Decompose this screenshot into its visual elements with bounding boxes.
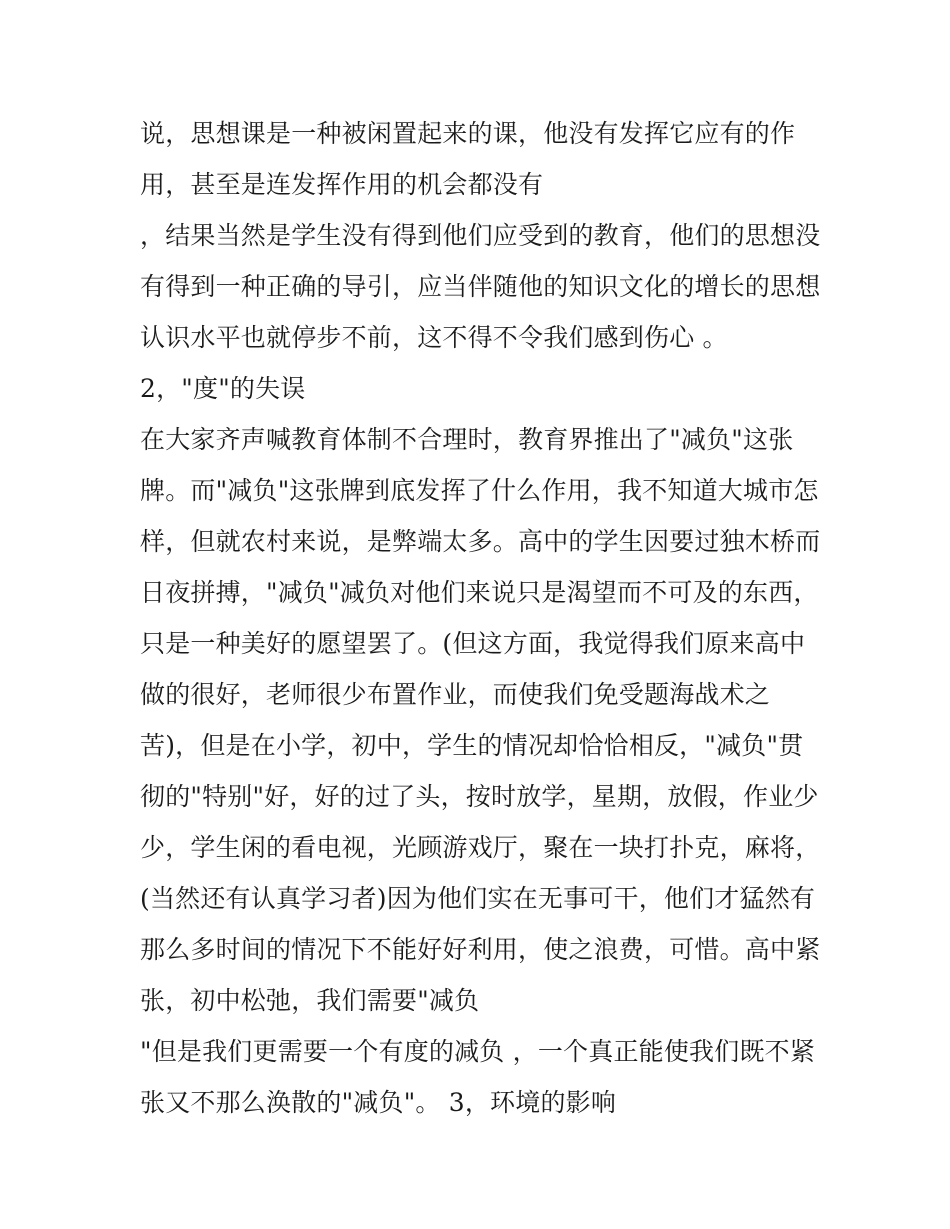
text-line: ，结果当然是学生没有得到他们应受到的教育，他们的思想没 xyxy=(140,221,821,250)
text-line: 说，思想课是一种被闲置起来的课，他没有发挥它应有的作 xyxy=(140,119,796,148)
text-line: 做的很好，老师很少布置作业，而使我们免受题海战术之 xyxy=(140,680,771,709)
text-line: "但是我们更需要一个有度的减负 ，一个真正能使我们既不紧 xyxy=(140,1037,816,1066)
text-line: 少，学生闲的看电视，光顾游戏厅，聚在一块打扑克，麻将， xyxy=(140,833,821,862)
text-line: 日夜拼搏，"减负"减负对他们来说只是渴望而不可及的东西， xyxy=(140,578,819,607)
text-line: 张又不那么涣散的"减负"。 3，环境的影响 xyxy=(140,1088,617,1117)
text-line: 彻的"特别"好，好的过了头，按时放学，星期，放假，作业少 xyxy=(140,782,819,811)
text-line: 张，初中松弛，我们需要"减负 xyxy=(140,986,480,1015)
text-line: (当然还有认真学习者)因为他们实在无事可干，他们才猛然有 xyxy=(140,884,816,913)
section-heading: 2，"度"的失误 xyxy=(140,374,306,403)
text-line: 只是一种美好的愿望罢了。(但这方面，我觉得我们原来高中 xyxy=(140,629,806,658)
text-line: 那么多时间的情况下不能好好利用，使之浪费，可惜。高中紧 xyxy=(140,935,821,964)
text-line: 牌。而"减负"这张牌到底发挥了什么作用，我不知道大城市怎 xyxy=(140,476,819,505)
text-line: 用，甚至是连发挥作用的机会都没有 xyxy=(140,170,544,199)
text-line: 在大家齐声喊教育体制不合理时，教育界推出了"减负"这张 xyxy=(140,425,794,454)
text-line: 样，但就农村来说，是弊端太多。高中的学生因要过独木桥而 xyxy=(140,527,821,556)
body-text xyxy=(140,108,820,1128)
text-line: 苦)，但是在小学，初中，学生的情况却恰恰相反，"减负"贯 xyxy=(140,731,804,760)
text-line: 有得到一种正确的导引，应当伴随他的知识文化的增长的思想 xyxy=(140,272,821,301)
text-line: 认识水平也就停步不前，这不得不令我们感到伤心 。 xyxy=(140,323,728,352)
